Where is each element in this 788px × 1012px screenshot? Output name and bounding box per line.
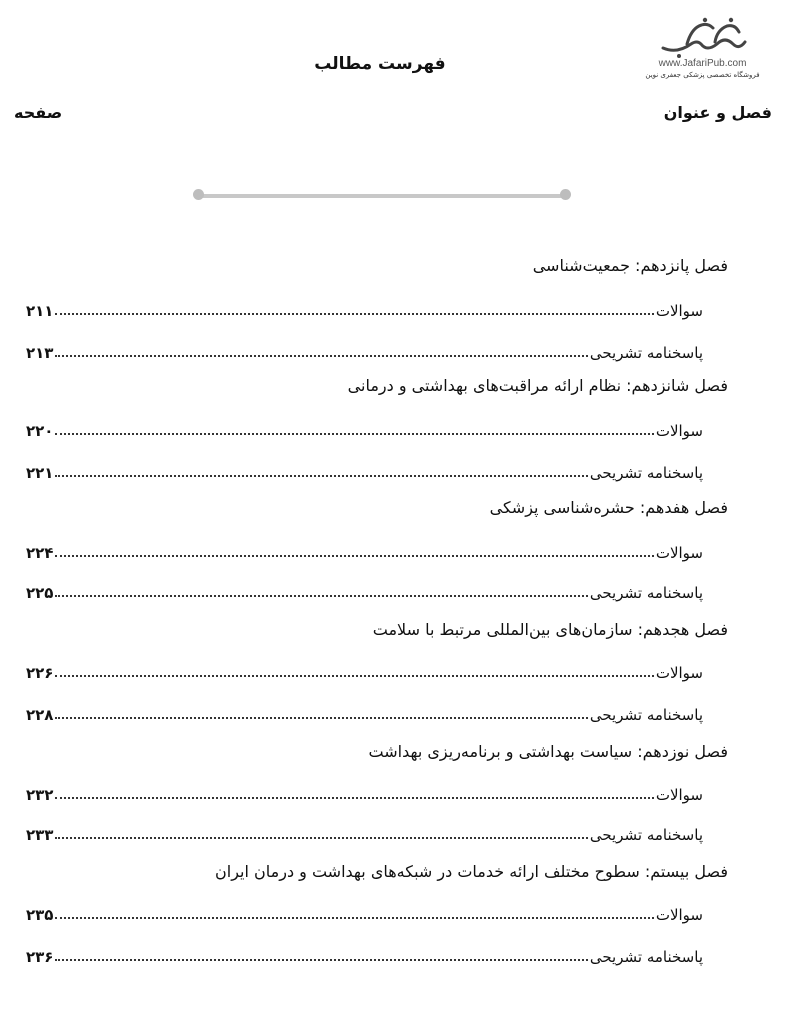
dot-leader — [55, 674, 653, 677]
page-number: ۲۱۱ — [26, 302, 54, 320]
page-number: ۲۲۵ — [26, 584, 54, 602]
chapter-title[interactable]: فصل شانزدهم: نظام ارائه مراقبت‌های بهداشتی و درمانی — [347, 376, 728, 395]
page-number: ۲۳۵ — [26, 906, 54, 924]
entry-label: سوالات — [655, 302, 703, 320]
dot-leader — [55, 716, 587, 719]
entry-label: سوالات — [655, 664, 703, 682]
entry-label: پاسخنامه تشریحی — [589, 464, 703, 482]
page-number: ۲۲۱ — [26, 464, 54, 482]
entry-label: سوالات — [655, 906, 703, 924]
entry-label: پاسخنامه تشریحی — [589, 584, 703, 602]
toc-entry[interactable] — [26, 700, 703, 724]
toc-entry[interactable] — [26, 416, 703, 440]
toc-entry[interactable] — [26, 780, 703, 804]
entry-label: سوالات — [655, 786, 703, 804]
page-number: ۲۲۶ — [26, 664, 54, 682]
chapter-title[interactable]: فصل نوزدهم: سیاست بهداشتی و برنامه‌ریزی بهداشت — [368, 742, 728, 761]
page-number: ۲۲۸ — [26, 706, 54, 724]
entry-label: پاسخنامه تشریحی — [589, 344, 703, 362]
toc-entry[interactable] — [26, 658, 703, 682]
page-number: ۲۳۶ — [26, 948, 54, 966]
page-number: ۲۳۳ — [26, 826, 54, 844]
chapter-title[interactable]: فصل هفدهم: حشره‌شناسی پزشکی — [489, 498, 728, 517]
dot-leader — [55, 594, 587, 597]
page-number: ۲۳۲ — [26, 786, 54, 804]
toc-entry[interactable] — [26, 942, 703, 966]
toc-entry[interactable] — [26, 458, 703, 482]
logo-tagline: فروشگاه تخصصی پزشکی جعفری نوین — [645, 71, 760, 79]
page-number: ۲۱۳ — [26, 344, 54, 362]
entry-label: سوالات — [655, 544, 703, 562]
dot-leader — [55, 916, 653, 919]
page-number: ۲۲۴ — [26, 544, 54, 562]
chapter-title[interactable]: فصل بیستم: سطوح مختلف ارائه خدمات در شبکه‌های بهداشت و درمان ایران — [215, 862, 728, 881]
chapter-column-heading: فصل و عنوان — [663, 103, 772, 122]
toc-entry[interactable] — [26, 296, 703, 320]
logo-url: www.JafariPub.com — [658, 58, 747, 69]
entry-label: پاسخنامه تشریحی — [589, 948, 703, 966]
chapter-title[interactable]: فصل پانزدهم: جمعیت‌شناسی — [532, 256, 728, 275]
dot-leader — [55, 796, 653, 799]
toc-entry[interactable] — [26, 538, 703, 562]
page-title: فهرست مطالب — [314, 54, 446, 74]
page-column-heading: صفحه — [14, 103, 63, 122]
dot-leader — [55, 312, 653, 315]
entry-label: پاسخنامه تشریحی — [589, 706, 703, 724]
entry-label: سوالات — [655, 422, 703, 440]
dot-leader — [55, 958, 587, 961]
toc-entry[interactable] — [26, 900, 703, 924]
entry-label: پاسخنامه تشریحی — [589, 826, 703, 844]
toc-entry[interactable] — [26, 338, 703, 362]
toc-entry[interactable] — [26, 578, 703, 602]
chapter-title[interactable]: فصل هجدهم: سازمان‌های بین‌المللی مرتبط با سلامت — [372, 620, 728, 639]
page-number: ۲۲۰ — [26, 422, 54, 440]
dot-leader — [55, 432, 653, 435]
dot-leader — [55, 474, 587, 477]
dot-leader — [55, 354, 587, 357]
toc-entry[interactable] — [26, 820, 703, 844]
dot-leader — [55, 836, 587, 839]
dot-leader — [55, 554, 653, 557]
